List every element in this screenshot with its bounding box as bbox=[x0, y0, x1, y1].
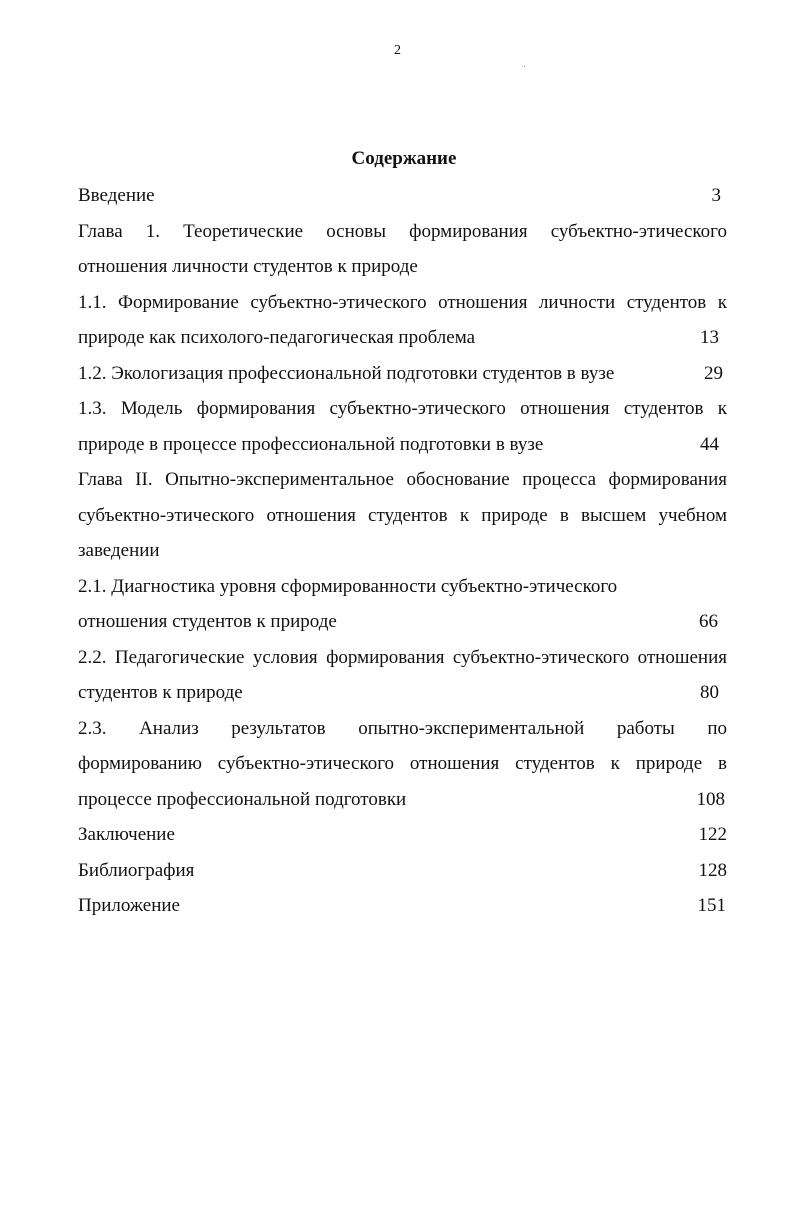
toc-entry-line: природе в процессе профессиональной подготовки в вузе bbox=[78, 433, 544, 455]
toc-entry-page: 3 bbox=[711, 185, 721, 206]
toc-entry-page: 29 bbox=[704, 362, 723, 384]
toc-entry-line: процессе профессиональной подготовки bbox=[78, 788, 407, 810]
toc-entry-line: природе как психолого-педагогическая проблема bbox=[78, 327, 476, 348]
toc-entry-chapter-1 bbox=[78, 214, 727, 285]
toc-entry-line: формированию субъектно-этического отношения студентов к природе в bbox=[78, 753, 727, 774]
toc-entry-chapter-2 bbox=[78, 462, 727, 569]
toc-entry-line: 2.2. Педагогические условия формирования субъектно-этического отношения bbox=[78, 646, 727, 668]
toc-entry-page: 128 bbox=[698, 859, 727, 881]
toc-entry-line: заведении bbox=[78, 540, 160, 561]
toc-entry-line: отношения студентов к природе bbox=[78, 611, 337, 632]
page-number: 2 bbox=[394, 43, 401, 58]
toc-entry-2-3 bbox=[78, 711, 727, 818]
toc-entry-1-2 bbox=[78, 356, 727, 392]
toc-entry-page: 122 bbox=[698, 824, 727, 845]
toc-entry-line: 2.1. Диагностика уровня сформированности субъектно-этического bbox=[78, 575, 618, 597]
toc-entry-2-2 bbox=[78, 640, 727, 711]
toc-entry-1-1 bbox=[78, 285, 727, 356]
toc-entry-label: Заключение bbox=[78, 824, 175, 845]
toc-entry-label: Введение bbox=[78, 185, 155, 206]
toc-entry-line: 1.3. Модель формирования субъектно-этического отношения студентов к bbox=[78, 398, 727, 419]
toc-entry-line: Глава II. Опытно-экспериментальное обоснование процесса формирования bbox=[78, 469, 727, 490]
toc-entry-line: 2.3. Анализ результатов опытно-экспериментальной работы по bbox=[78, 717, 727, 739]
toc-entry-line: субъектно-этического отношения студентов к природе в высшем учебном bbox=[78, 504, 727, 526]
toc-entry-label: 1.2. Экологизация профессиональной подготовки студентов в вузе bbox=[78, 362, 615, 384]
toc-entry-page: 66 bbox=[699, 611, 718, 632]
toc-entry-page: 13 bbox=[700, 327, 719, 348]
toc-entry-bibliography bbox=[78, 853, 727, 889]
toc-entry-line: Глава 1. Теоретические основы формирования субъектно-этического bbox=[78, 220, 727, 242]
toc-entry-conclusion bbox=[78, 817, 727, 853]
scan-speck bbox=[524, 66, 525, 67]
toc-title: Содержание bbox=[351, 148, 457, 169]
toc-entry-line: студентов к природе bbox=[78, 682, 243, 703]
toc-entry-appendix bbox=[78, 888, 727, 924]
toc-entry-page: 80 bbox=[700, 682, 719, 703]
toc-entry-page: 44 bbox=[700, 433, 719, 455]
toc-entry-line: 1.1. Формирование субъектно-этического отношения личности студентов к bbox=[78, 291, 727, 313]
toc-entry-label: Библиография bbox=[78, 859, 195, 881]
toc-entry-1-3 bbox=[78, 391, 727, 462]
toc-entry-label: Приложение bbox=[78, 895, 180, 916]
table-of-contents bbox=[78, 178, 727, 924]
toc-entry-page: 108 bbox=[696, 788, 725, 810]
toc-entry-intro bbox=[78, 178, 727, 214]
toc-entry-page: 151 bbox=[697, 895, 726, 916]
toc-entry-2-1 bbox=[78, 569, 727, 640]
toc-entry-line: отношения личности студентов к природе bbox=[78, 256, 418, 277]
